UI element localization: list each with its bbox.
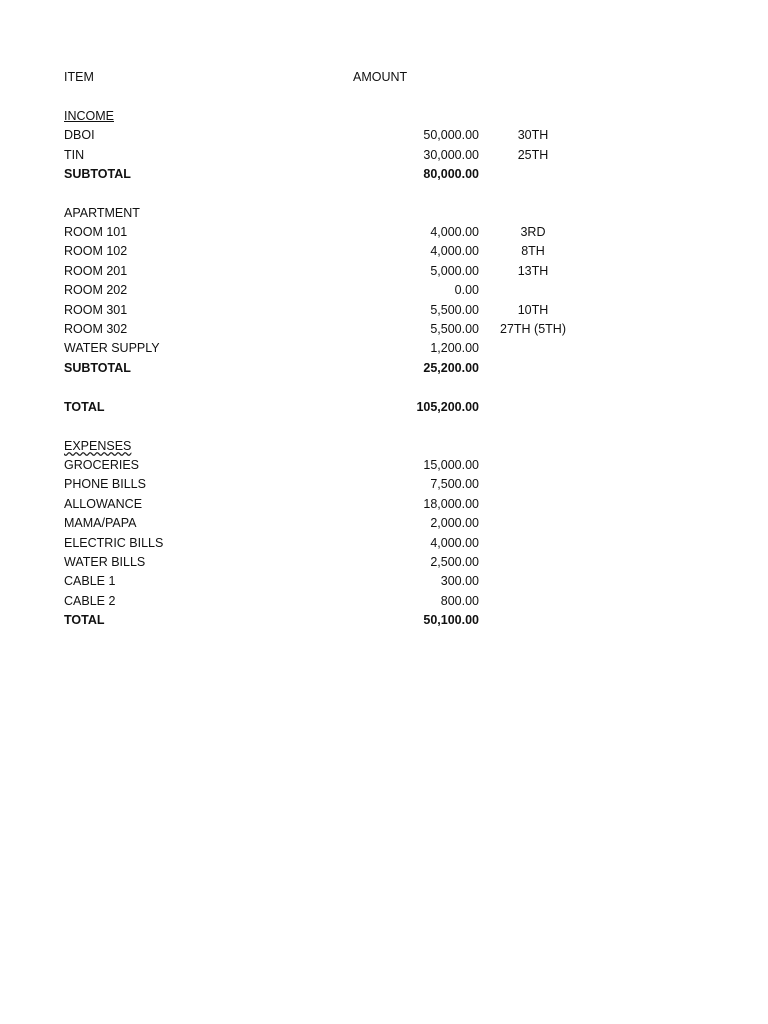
row-amount: 2,500.00 [430, 555, 479, 569]
row-item: WATER SUPPLY [64, 341, 160, 355]
income-heading: INCOME [64, 109, 114, 123]
income-heading-row [0, 107, 768, 127]
apartment-heading: APARTMENT [64, 206, 140, 220]
row-item: MAMA/PAPA [64, 516, 137, 530]
expenses-heading: EXPENSES [64, 439, 132, 453]
income-subtotal-row [0, 165, 768, 185]
row-item: ROOM 202 [64, 283, 128, 297]
row-item: WATER BILLS [64, 555, 146, 569]
row-item: CABLE 1 [64, 574, 116, 588]
header-row [0, 68, 768, 88]
row-amount: 300.00 [440, 574, 479, 588]
expenses-total-row [0, 611, 768, 631]
row-amount: 2,000.00 [430, 516, 479, 530]
subtotal-label: SUBTOTAL [64, 361, 131, 375]
row-amount: 7,500.00 [430, 477, 479, 491]
row-amount: 5,500.00 [430, 303, 479, 317]
row-item: TIN [64, 148, 85, 162]
row-item: GROCERIES [64, 458, 140, 472]
total-amount: 50,100.00 [423, 613, 479, 627]
table-row [0, 495, 768, 515]
row-amount: 50,000.00 [423, 128, 479, 142]
grand-total-row [0, 398, 768, 418]
row-item: ROOM 302 [64, 322, 128, 336]
table-row [0, 592, 768, 612]
total-amount: 105,200.00 [416, 400, 479, 414]
table-row [0, 534, 768, 554]
row-amount: 18,000.00 [423, 497, 479, 511]
subtotal-amount: 80,000.00 [423, 167, 479, 181]
row-due-date: 27TH (5TH) [500, 322, 566, 336]
table-row [0, 126, 768, 146]
apartment-heading-row [0, 204, 768, 224]
item-column-header: ITEM [64, 70, 94, 84]
row-due-date: 25TH [517, 148, 549, 162]
row-item: DBOI [64, 128, 95, 142]
row-due-date: 13TH [517, 264, 549, 278]
row-amount: 15,000.00 [423, 458, 479, 472]
table-row [0, 553, 768, 573]
row-due-date: 30TH [517, 128, 549, 142]
table-row [0, 281, 768, 301]
total-label: TOTAL [64, 400, 105, 414]
row-amount: 30,000.00 [423, 148, 479, 162]
row-amount: 4,000.00 [430, 244, 479, 258]
row-item: ROOM 101 [64, 225, 128, 239]
row-amount: 4,000.00 [430, 536, 479, 550]
table-row [0, 456, 768, 476]
row-amount: 0.00 [454, 283, 479, 297]
row-due-date: 8TH [521, 244, 545, 258]
total-label: TOTAL [64, 613, 105, 627]
row-item: PHONE BILLS [64, 477, 146, 491]
table-row [0, 320, 768, 340]
table-row [0, 301, 768, 321]
row-item: CABLE 2 [64, 594, 116, 608]
table-row [0, 242, 768, 262]
row-amount: 5,000.00 [430, 264, 479, 278]
row-amount: 800.00 [440, 594, 479, 608]
row-item: ROOM 102 [64, 244, 128, 258]
subtotal-amount: 25,200.00 [423, 361, 479, 375]
table-row [0, 223, 768, 243]
row-due-date: 10TH [517, 303, 549, 317]
table-row [0, 146, 768, 166]
row-item: ROOM 201 [64, 264, 128, 278]
row-item: ELECTRIC BILLS [64, 536, 164, 550]
row-item: ROOM 301 [64, 303, 128, 317]
row-item: ALLOWANCE [64, 497, 143, 511]
apartment-subtotal-row [0, 359, 768, 379]
amount-column-header: AMOUNT [353, 70, 408, 84]
row-amount: 1,200.00 [430, 341, 479, 355]
table-row [0, 262, 768, 282]
table-row [0, 572, 768, 592]
row-due-date: 3RD [520, 225, 546, 239]
row-amount: 5,500.00 [430, 322, 479, 336]
row-amount: 4,000.00 [430, 225, 479, 239]
table-row [0, 475, 768, 495]
expenses-heading-row [0, 437, 768, 457]
subtotal-label: SUBTOTAL [64, 167, 131, 181]
table-row [0, 339, 768, 359]
table-row [0, 514, 768, 534]
